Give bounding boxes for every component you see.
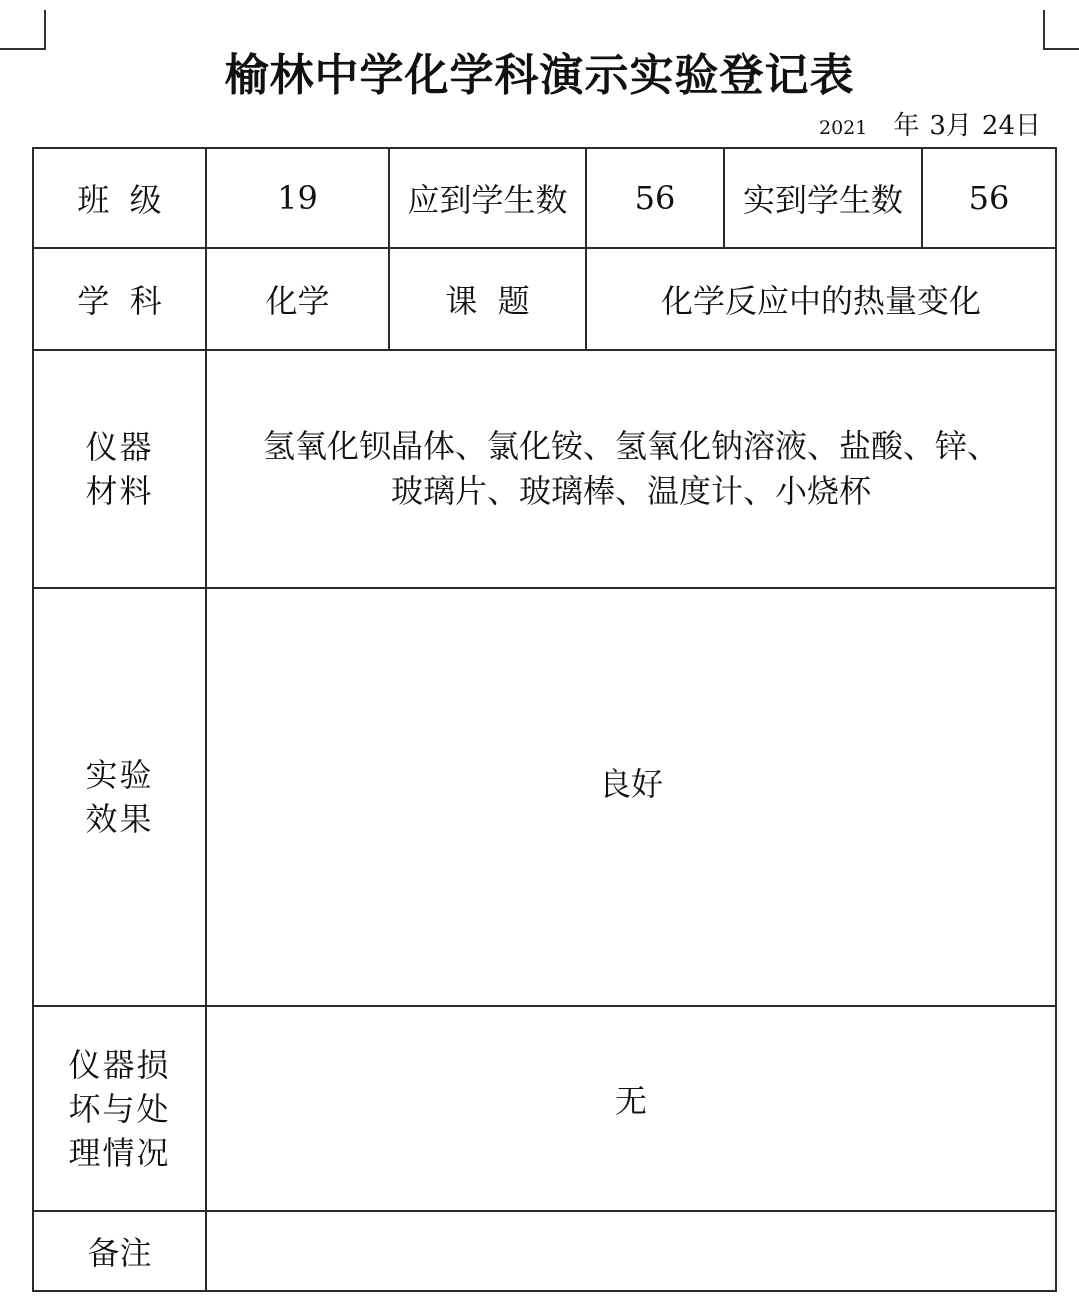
remarks-label: 备注	[33, 1211, 206, 1291]
date-month: 3月	[929, 111, 972, 141]
date-year: 2021	[818, 117, 868, 139]
row-remarks	[33, 1211, 1056, 1291]
page-title: 榆林中学化学科演示实验登记表	[224, 50, 855, 101]
effect-label	[33, 588, 206, 1006]
class-value: 19	[206, 148, 389, 248]
subject-label: 学 科	[33, 248, 206, 350]
expected-students-label: 应到学生数	[389, 148, 586, 248]
damage-label-line1: 仪器损	[68, 1045, 171, 1084]
row-materials	[33, 350, 1056, 588]
row-class-info	[33, 148, 1056, 248]
registration-form-table	[32, 147, 1057, 1292]
materials-label-line1: 仪器	[85, 428, 154, 466]
damage-value: 无	[206, 1006, 1056, 1211]
actual-students-label: 实到学生数	[724, 148, 922, 248]
topic-label: 课 题	[389, 248, 586, 350]
row-damage	[33, 1006, 1056, 1211]
effect-label-line2: 效果	[85, 800, 154, 838]
row-effect	[33, 588, 1056, 1006]
subject-value: 化学	[206, 248, 389, 350]
materials-line1: 氢氧化钡晶体、氯化铵、氢氧化钠溶液、盐酸、锌、	[262, 427, 999, 465]
date-line	[819, 106, 1041, 146]
materials-line2: 玻璃片、玻璃棒、温度计、小烧杯	[390, 472, 871, 510]
materials-label-line2: 材料	[85, 472, 154, 510]
date-year-char: 年	[893, 111, 920, 141]
damage-label-line2: 坏与处	[68, 1089, 171, 1128]
actual-students-value: 56	[922, 148, 1056, 248]
row-subject-info	[33, 248, 1056, 350]
damage-label	[33, 1006, 206, 1211]
topic-value: 化学反应中的热量变化	[586, 248, 1056, 350]
date-day: 24日	[981, 111, 1041, 141]
effect-value: 良好	[206, 588, 1056, 1006]
materials-value	[206, 350, 1056, 588]
effect-label-line1: 实验	[85, 756, 154, 794]
damage-label-line3: 理情况	[68, 1133, 171, 1172]
class-label: 班 级	[33, 148, 206, 248]
expected-students-value: 56	[586, 148, 724, 248]
remarks-value	[206, 1211, 1056, 1291]
materials-label	[33, 350, 206, 588]
